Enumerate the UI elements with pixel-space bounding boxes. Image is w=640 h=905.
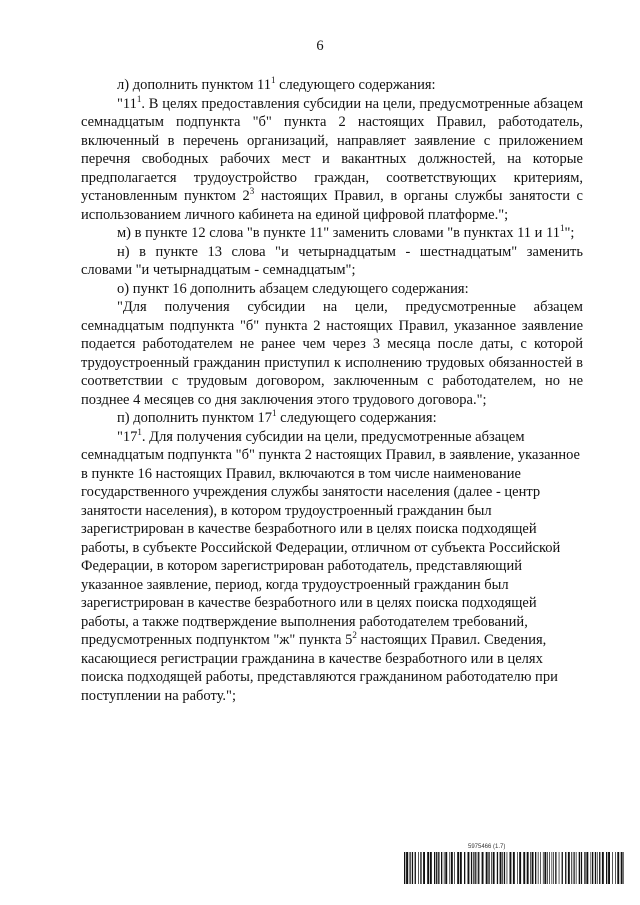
barcode-bar bbox=[409, 852, 410, 884]
barcode-bar bbox=[523, 852, 525, 884]
paragraph bbox=[81, 298, 583, 409]
barcode-bar bbox=[568, 852, 570, 884]
text-run: п) дополнить пунктом 17 bbox=[117, 410, 273, 426]
text-run: о) пункт 16 дополнить абзацем следующего содержания: bbox=[117, 280, 469, 297]
barcode-bar bbox=[507, 852, 508, 884]
paragraph bbox=[81, 280, 583, 299]
barcode-bar bbox=[406, 852, 408, 884]
barcode-bar bbox=[457, 852, 459, 884]
text-run: н) в пункте 13 слова "и четырнадцатым - шестнадцатым" заменить словами "и четырнадцатым - семнадцатым"; bbox=[81, 243, 583, 278]
text-run: "; bbox=[564, 225, 575, 241]
barcode-bar bbox=[530, 852, 531, 884]
barcode-bar bbox=[493, 852, 495, 884]
barcode-bar bbox=[475, 852, 476, 884]
text-run: следующего содержания: bbox=[276, 410, 437, 426]
barcode-bar bbox=[464, 852, 465, 884]
barcode-bar bbox=[571, 852, 572, 884]
barcode-bar bbox=[574, 852, 575, 884]
text-run: "17 bbox=[117, 428, 138, 445]
text-run: настоящих Правил, в органы службы занятости с использованием личного кабинета на единой цифровой платформе."; bbox=[81, 188, 583, 223]
barcode-bar bbox=[486, 852, 488, 884]
barcode-bar bbox=[504, 852, 505, 884]
barcode-bar bbox=[473, 852, 474, 884]
barcode-bar bbox=[445, 852, 447, 884]
superscript: 1 bbox=[272, 408, 277, 418]
paragraph bbox=[81, 76, 583, 95]
barcode-bar bbox=[586, 852, 588, 884]
barcode-bar bbox=[451, 852, 453, 884]
barcode-bar bbox=[527, 852, 529, 884]
barcode-bar bbox=[510, 852, 512, 884]
barcode-bar bbox=[559, 852, 560, 884]
barcode-bar bbox=[595, 852, 596, 884]
barcode-bar bbox=[519, 852, 521, 884]
page-number: 6 bbox=[316, 38, 324, 54]
barcode-bar bbox=[482, 852, 484, 884]
barcode-bar bbox=[436, 852, 437, 884]
barcode-bar bbox=[488, 852, 489, 884]
text-run: "11 bbox=[117, 95, 137, 112]
barcode-bar bbox=[573, 852, 574, 884]
barcode-bar bbox=[500, 852, 502, 884]
text-run: . В целях предоставления субсидии на цели, предусмотренные абзацем семнадцатым подпункта "б" пункта 2 настоящих Правил, работодатель, включенный в перечень организаций, направляет заявление с приложением перечня свободных рабочих мест и вакантных должностей, на которые предполагается трудоустройство граждан, соответствующих критериям, установленным пунктом 2 bbox=[81, 95, 583, 204]
paragraph bbox=[81, 224, 583, 243]
barcode-bar bbox=[444, 852, 445, 884]
barcode-bar bbox=[552, 852, 553, 884]
barcode-bar bbox=[617, 852, 619, 884]
barcode-bar bbox=[547, 852, 548, 884]
barcode-bar bbox=[478, 852, 479, 884]
barcode-bar bbox=[427, 852, 429, 884]
barcode-bar bbox=[532, 852, 534, 884]
document-body bbox=[81, 76, 583, 705]
barcode-bar bbox=[471, 852, 472, 884]
barcode-bar bbox=[423, 852, 425, 884]
barcode-bar bbox=[497, 852, 498, 884]
paragraph bbox=[81, 243, 583, 280]
barcode-icon bbox=[403, 852, 625, 884]
barcode-bar bbox=[420, 852, 421, 884]
superscript: 1 bbox=[560, 223, 565, 233]
text-run: настоящих Правил. Сведения, касающиеся регистрации гражданина в качестве безработного или в целях поиска подходящей работы, представляются гражданином работодателю при поступлении на работу."; bbox=[81, 632, 558, 704]
text-run: "Для получения субсидии на цели, предусмотренные абзацем семнадцатым подпункта "б" пункта 2 настоящих Правил, указанное заявление подается работодателем не ранее чем через 3 месяца после даты, с которой трудоустроенный гражданин приступил к исполнению трудовых обязанностей в соответствии с трудовым договором, заключенным с работодателем, но не позднее 4 месяцев со дня заключения этого трудового договора."; bbox=[81, 299, 583, 408]
barcode-bar bbox=[430, 852, 432, 884]
barcode-bar bbox=[540, 852, 541, 884]
barcode-bar bbox=[612, 852, 613, 884]
barcode-bar bbox=[438, 852, 439, 884]
barcode-bar bbox=[404, 852, 405, 884]
superscript: 1 bbox=[137, 426, 142, 437]
barcode-bar bbox=[412, 852, 413, 884]
superscript: 1 bbox=[136, 93, 142, 104]
barcode-bar bbox=[555, 852, 556, 884]
barcode-bar bbox=[468, 852, 470, 884]
barcode-bar bbox=[621, 852, 623, 884]
text-run: л) дополнить пунктом 11 bbox=[117, 77, 271, 93]
barcode-bar bbox=[502, 852, 503, 884]
barcode-bar bbox=[415, 852, 416, 884]
barcode-bar bbox=[581, 852, 582, 884]
barcode-bar bbox=[543, 852, 544, 884]
barcode-bar bbox=[538, 852, 539, 884]
barcode-bar bbox=[608, 852, 610, 884]
barcode-bar bbox=[599, 852, 600, 884]
barcode-bar bbox=[441, 852, 442, 884]
text-run: м) в пункте 12 слова "в пункте 11" заменить словами "в пунктах 11 и 11 bbox=[117, 225, 561, 241]
paragraph bbox=[81, 428, 583, 706]
document-code: 5975466 (1.7) bbox=[468, 844, 506, 850]
superscript: 3 bbox=[249, 186, 255, 196]
barcode-bar bbox=[579, 852, 580, 884]
barcode-bar bbox=[597, 852, 598, 884]
paragraph bbox=[81, 95, 583, 225]
barcode-bar bbox=[477, 852, 478, 884]
barcode-bar bbox=[565, 852, 566, 884]
barcode-bar bbox=[592, 852, 593, 884]
barcode-bar bbox=[454, 852, 455, 884]
superscript: 2 bbox=[352, 630, 357, 640]
document-footer bbox=[468, 844, 626, 896]
barcode-bar bbox=[517, 852, 518, 884]
barcode-bar bbox=[602, 852, 604, 884]
barcode-bar bbox=[449, 852, 450, 884]
barcode-bar bbox=[513, 852, 515, 884]
barcode-bar bbox=[434, 852, 435, 884]
text-run: . Для получения субсидии на цели, предусмотренные абзацем семнадцатым подпункта "б" пункта 2 настоящих Правил, в заявление, указанное в пункте 16 настоящих Правил, включаются в том числе наименование государственного учреждения службы занятости населения (далее - центр занятости населения), в котором трудоустроенный гражданин был зарегистрирован в качестве безработного или в целях поиска подходящей работы, в субъекте Российской Федерации, отличном от субъекта Российской Федерации, в котором зарегистрирован работодатель, представляющий указанное заявление, период, когда трудоустроенный гражданин был зарегистрирован в качестве безработного или в целях поиска подходящей работы, а также подтверждение выполнения работодателем требований, предусмотренных подпунктом "ж" пункта 5 bbox=[81, 428, 580, 648]
barcode-bar bbox=[549, 852, 550, 884]
barcode-bar bbox=[544, 852, 546, 884]
barcode-bar bbox=[623, 852, 624, 884]
barcode-bar bbox=[576, 852, 577, 884]
barcode-bar bbox=[615, 852, 616, 884]
barcode-bar bbox=[535, 852, 536, 884]
barcode-bar bbox=[491, 852, 492, 884]
barcode-bar bbox=[410, 852, 411, 884]
barcode-bar bbox=[460, 852, 462, 884]
barcode-bar bbox=[606, 852, 607, 884]
barcode-bar bbox=[584, 852, 585, 884]
paragraph bbox=[81, 409, 583, 428]
barcode-bar bbox=[418, 852, 419, 884]
barcode-bar bbox=[562, 852, 563, 884]
text-run: следующего содержания: bbox=[275, 77, 436, 93]
barcode-bar bbox=[591, 852, 592, 884]
superscript: 1 bbox=[270, 75, 276, 85]
barcode-bar bbox=[553, 852, 554, 884]
